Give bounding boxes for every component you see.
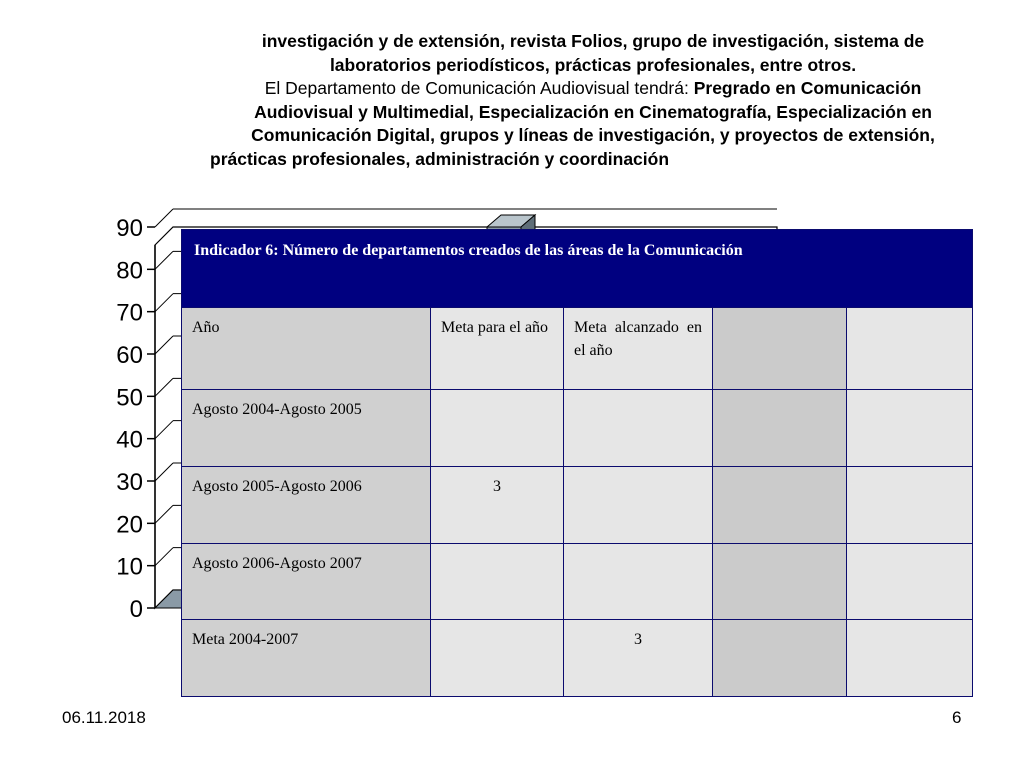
indicator-table bbox=[181, 229, 973, 697]
y-axis-tick-label: 30 bbox=[116, 469, 143, 496]
row-goal-cell bbox=[431, 544, 564, 620]
intro-line-1: investigación y de extensión, revista Folios, grupo de investigación, sistema de bbox=[261, 31, 925, 51]
gridline-diagonal bbox=[155, 209, 173, 227]
y-axis-tick-label: 0 bbox=[129, 596, 143, 623]
row-year-cell: Agosto 2004-Agosto 2005 bbox=[182, 390, 431, 467]
row-year-cell: Agosto 2005-Agosto 2006 bbox=[182, 467, 431, 544]
row-empty-cell bbox=[847, 620, 973, 697]
row-goal-cell bbox=[431, 390, 564, 467]
intro-line-2: laboratorios periodísticos, prácticas profesionales, entre otros. bbox=[329, 54, 857, 75]
row-empty-cell bbox=[713, 544, 847, 620]
row-empty-cell bbox=[847, 390, 973, 467]
intro-line-5: Comunicación Digital, grupos y líneas de investigación, y proyectos de extensión, bbox=[251, 125, 935, 145]
indicator-table-container bbox=[181, 229, 972, 696]
intro-line-4: Audiovisual y Multimedial, Especialización en Cinematografía, Especialización en bbox=[254, 101, 932, 122]
table-header-row bbox=[182, 308, 973, 390]
y-axis-tick-label: 50 bbox=[116, 384, 143, 412]
row-achieved-cell bbox=[564, 467, 713, 544]
row-empty-cell bbox=[847, 544, 973, 620]
intro-line-6: prácticas profesionales, administración y coordinación bbox=[210, 148, 670, 169]
y-axis-tick-label: 70 bbox=[116, 299, 143, 327]
y-axis-tick-label: 60 bbox=[116, 342, 143, 369]
column-header-year: Año bbox=[182, 308, 431, 390]
y-axis-tick-label: 20 bbox=[116, 511, 143, 539]
row-empty-cell bbox=[713, 390, 847, 467]
column-header-empty-1 bbox=[713, 308, 847, 390]
y-axis-tick-label: 10 bbox=[116, 553, 143, 581]
intro-line-3-normal: El Departamento de Comunicación Audiovisual tendrá: bbox=[264, 78, 694, 98]
row-goal-cell bbox=[431, 620, 564, 697]
row-goal-cell: 3 bbox=[431, 467, 564, 544]
row-achieved-cell bbox=[564, 544, 713, 620]
y-axis-tick-label: 90 bbox=[116, 215, 143, 242]
row-year-cell: Meta 2004-2007 bbox=[182, 620, 431, 697]
table-row bbox=[182, 620, 973, 697]
row-empty-cell bbox=[713, 620, 847, 697]
column-header-goal: Meta para el año bbox=[431, 308, 564, 390]
row-achieved-cell: 3 bbox=[564, 620, 713, 697]
row-empty-cell bbox=[713, 467, 847, 544]
table-row bbox=[182, 544, 973, 620]
table-title: Indicador 6: Número de departamentos creados de las áreas de la Comunicación bbox=[182, 230, 973, 308]
y-axis-tick-label: 80 bbox=[116, 257, 143, 285]
column-header-achieved: Meta alcanzado en el año bbox=[564, 308, 713, 390]
table-row bbox=[182, 467, 973, 544]
y-axis-tick-label: 40 bbox=[116, 426, 143, 454]
page-number: 6 bbox=[952, 708, 962, 727]
intro-paragraph bbox=[198, 30, 988, 171]
row-year-cell: Agosto 2006-Agosto 2007 bbox=[182, 544, 431, 620]
row-empty-cell bbox=[847, 467, 973, 544]
intro-line-3 bbox=[198, 77, 988, 101]
column-header-empty-2 bbox=[847, 308, 973, 390]
table-row bbox=[182, 390, 973, 467]
footer-date: 06.11.2018 bbox=[62, 708, 146, 727]
row-achieved-cell bbox=[564, 390, 713, 467]
intro-line-3-bold: Pregrado en Comunicación bbox=[693, 78, 922, 98]
